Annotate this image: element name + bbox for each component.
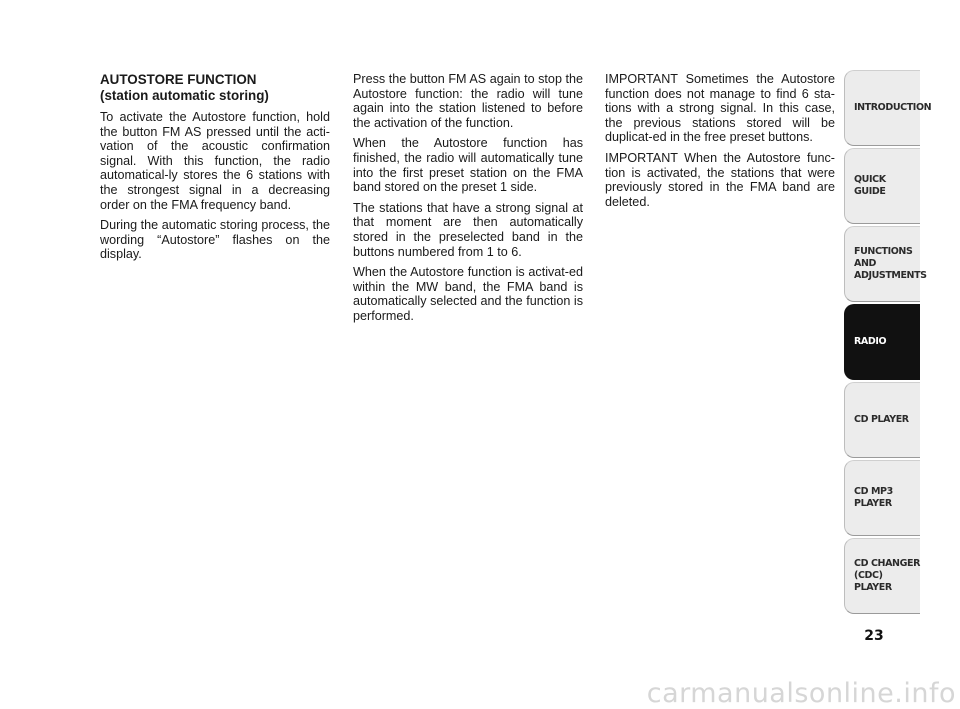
tab-label: CD MP3: [854, 486, 893, 497]
tab-cd-player[interactable]: [844, 382, 920, 458]
paragraph: During the automatic storing process, the wording “Autostore” flashes on the display.: [100, 218, 330, 262]
tab-label: (CDC) PLAYER: [854, 570, 892, 593]
section-heading: [100, 72, 330, 104]
paragraph: Press the button FM AS again to stop the Autostore function: the radio will tune again into the station listened to before the activation of the function.: [353, 72, 583, 130]
column-2: [353, 72, 583, 330]
paragraph: To activate the Autostore function, hold the button FM AS pressed until the acti-vation of the acoustic confirmation signal. With this function, the radio automatical-ly stores the 6 stations with the strongest signal in a decreasing order on the FMA frequency band.: [100, 110, 330, 212]
watermark: carmanualsonline.info: [646, 678, 956, 709]
tab-radio[interactable]: [844, 304, 920, 380]
tab-functions-and-adjustments[interactable]: [844, 226, 927, 302]
tab-label: PLAYER: [854, 498, 892, 509]
heading-subtitle: (station automatic storing): [100, 88, 269, 103]
tab-label: RADIO: [854, 336, 887, 347]
tab-label: AND: [854, 258, 876, 269]
column-1: [100, 72, 330, 268]
tab-label: QUICK: [854, 174, 886, 185]
paragraph: The stations that have a strong signal at that moment are then automatically stored in the preselected band in the buttons numbered from 1 to 6.: [353, 200, 583, 259]
column-3: [605, 72, 835, 215]
chapter-tabs: [844, 70, 932, 616]
tab-quick-guide[interactable]: [844, 148, 920, 224]
tab-label: CD CHANGER: [854, 558, 920, 569]
paragraph: IMPORTANT Sometimes the Autostore function does not manage to find 6 sta-tions with a strong signal. In this case, the previous stations stored will be duplicat-ed in the free preset buttons.: [605, 72, 835, 145]
tab-introduction[interactable]: [844, 70, 932, 146]
tab-label: CD PLAYER: [854, 414, 909, 425]
paragraph: IMPORTANT When the Autostore func-tion is activated, the stations that were previously stored in the FMA band are deleted.: [605, 150, 835, 209]
paragraph: When the Autostore function has finished, the radio will automatically tune into the first preset station on the FMA band stored on the preset 1 side.: [353, 136, 583, 195]
heading-title: AUTOSTORE FUNCTION: [100, 72, 257, 87]
page-number: 23: [864, 628, 884, 644]
tab-label: GUIDE: [854, 186, 886, 197]
paragraph: When the Autostore function is activat-ed within the MW band, the FMA band is automatically selected and the function is performed.: [353, 265, 583, 323]
tab-cd-changer-player[interactable]: [844, 538, 920, 614]
tab-label: ADJUSTMENTS: [854, 270, 927, 281]
tab-label: INTRODUCTION: [854, 102, 932, 113]
tab-label: FUNCTIONS: [854, 246, 913, 257]
tab-cd-mp3-player[interactable]: [844, 460, 920, 536]
